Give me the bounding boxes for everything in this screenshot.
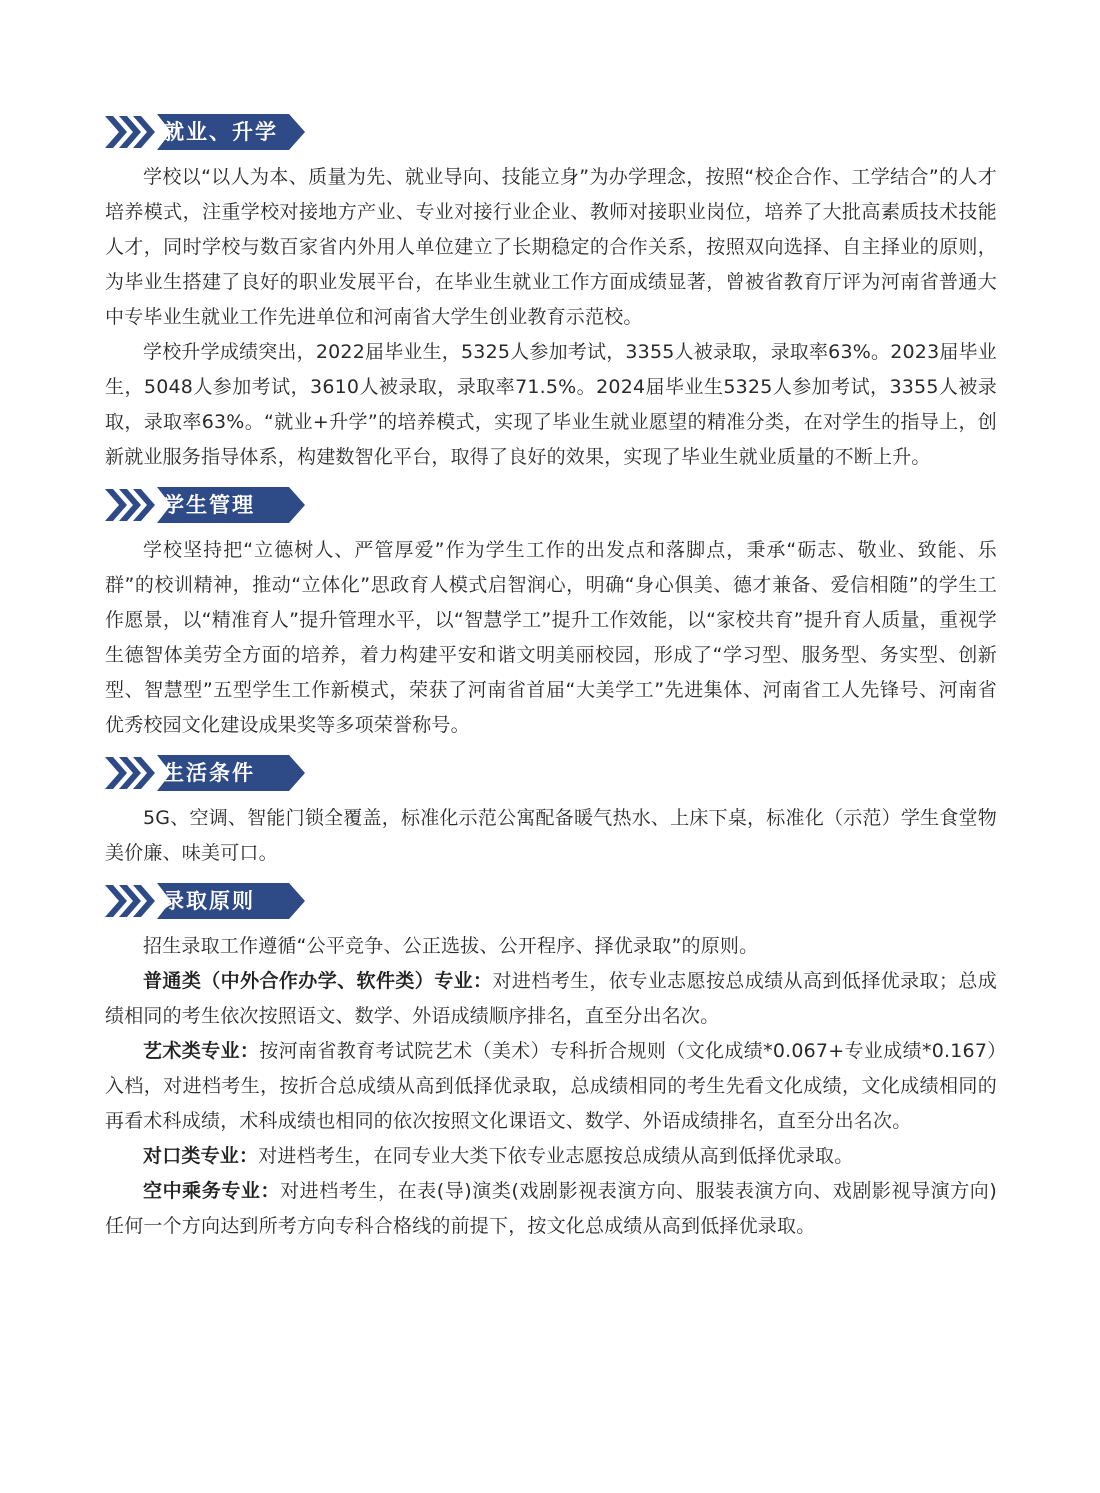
admission-rule (105, 1174, 997, 1244)
section-header-living-conditions (105, 751, 997, 795)
section-title: 生活条件 (163, 761, 255, 785)
paragraph: 5G、空调、智能门锁全覆盖，标准化示范公寓配备暖气热水、上床下桌，标准化（示范）学生食堂物美价廉、味美可口。 (105, 807, 997, 864)
admission-rule (105, 1034, 997, 1139)
rule-text: 对进档考生，在同专业大类下依专业志愿按总成绩从高到低择优录取。 (258, 1145, 854, 1167)
rule-label: 艺术类专业： (143, 1040, 260, 1062)
rule-label: 空中乘务专业： (143, 1180, 281, 1202)
section-header-admission-principles (105, 879, 997, 923)
rule-text: 对进档考生，在表(导)演类(戏剧影视表演方向、服装表演方向、戏剧影视导演方向)任何一个方向达到所考方向专科合格线的前提下，按文化总成绩从高到低择优录取。 (105, 1180, 998, 1237)
paragraph: 招生录取工作遵循“公平竞争、公正选拔、公开程序、择优录取”的原则。 (143, 935, 759, 957)
document-page (105, 110, 997, 1244)
paragraph: 学校坚持把“立德树人、严管厚爱”作为学生工作的出发点和落脚点，秉承“砺志、敬业、致能、乐群”的校训精神，推动“立体化”思政育人模式启智润心，明确“身心俱美、德才兼备、爱信相随”的学生工作愿景，以“精准育人”提升管理水平，以“智慧学工”提升工作效能，以“家校共育”提升育人质量，重视学生德智体美劳全方面的培养，着力构建平安和谐文明美丽校园，形成了“学习型、服务型、务实型、创新型、智慧型”五型学生工作新模式，荣获了河南省首届“大美学工”先进集体、河南省工人先锋号、河南省优秀校园文化建设成果奖等多项荣誉称号。 (105, 539, 997, 736)
rule-text: 对进档考生，依专业志愿按总成绩从高到低择优录取；总成绩相同的考生依次按照语文、数学、外语成绩顺序排名，直至分出名次。 (105, 970, 997, 1027)
section-header-employment (105, 110, 997, 154)
admission-rule (105, 1139, 997, 1174)
paragraph: 学校以“以人为本、质量为先、就业导向、技能立身”为办学理念，按照“校企合作、工学结合”的人才培养模式，注重学校对接地方产业、专业对接行业企业、教师对接职业岗位，培养了大批高素质技术技能人才，同时学校与数百家省内外用人单位建立了长期稳定的合作关系，按照双向选择、自主择业的原则，为毕业生搭建了良好的职业发展平台，在毕业生就业工作方面成绩显著，曾被省教育厅评为河南省普通大中专毕业生就业工作先进单位和河南省大学生创业教育示范校。 (105, 166, 997, 328)
section-title: 学生管理 (163, 493, 255, 517)
rule-text: 按河南省教育考试院艺术（美术）专科折合规则（文化成绩*0.067+专业成绩*0.167）入档，对进档考生，按折合总成绩从高到低择优录取，总成绩相同的考生先看文化成绩，文化成绩相同的再看术科成绩，术科成绩也相同的依次按照文化课语文、数学、外语成绩排名，直至分出名次。 (105, 1040, 997, 1132)
rule-label: 对口类专业： (143, 1145, 259, 1167)
section-title: 就业、升学 (163, 120, 278, 144)
section-title: 录取原则 (163, 889, 255, 913)
admission-rule (105, 964, 997, 1034)
paragraph: 学校升学成绩突出，2022届毕业生，5325人参加考试，3355人被录取，录取率63%。2023届毕业生，5048人参加考试，3610人被录取，录取率71.5%。2024届毕业生5325人参加考试，3355人被录取，录取率63%。“就业+升学”的培养模式，实现了毕业生就业愿望的精准分类，在对学生的指导上，创新就业服务指导体系，构建数智化平台，取得了良好的效果，实现了毕业生就业质量的不断上升。 (105, 341, 997, 468)
section-header-student-management (105, 483, 997, 527)
rule-label: 普通类（中外合作办学、软件类）专业： (143, 970, 493, 992)
